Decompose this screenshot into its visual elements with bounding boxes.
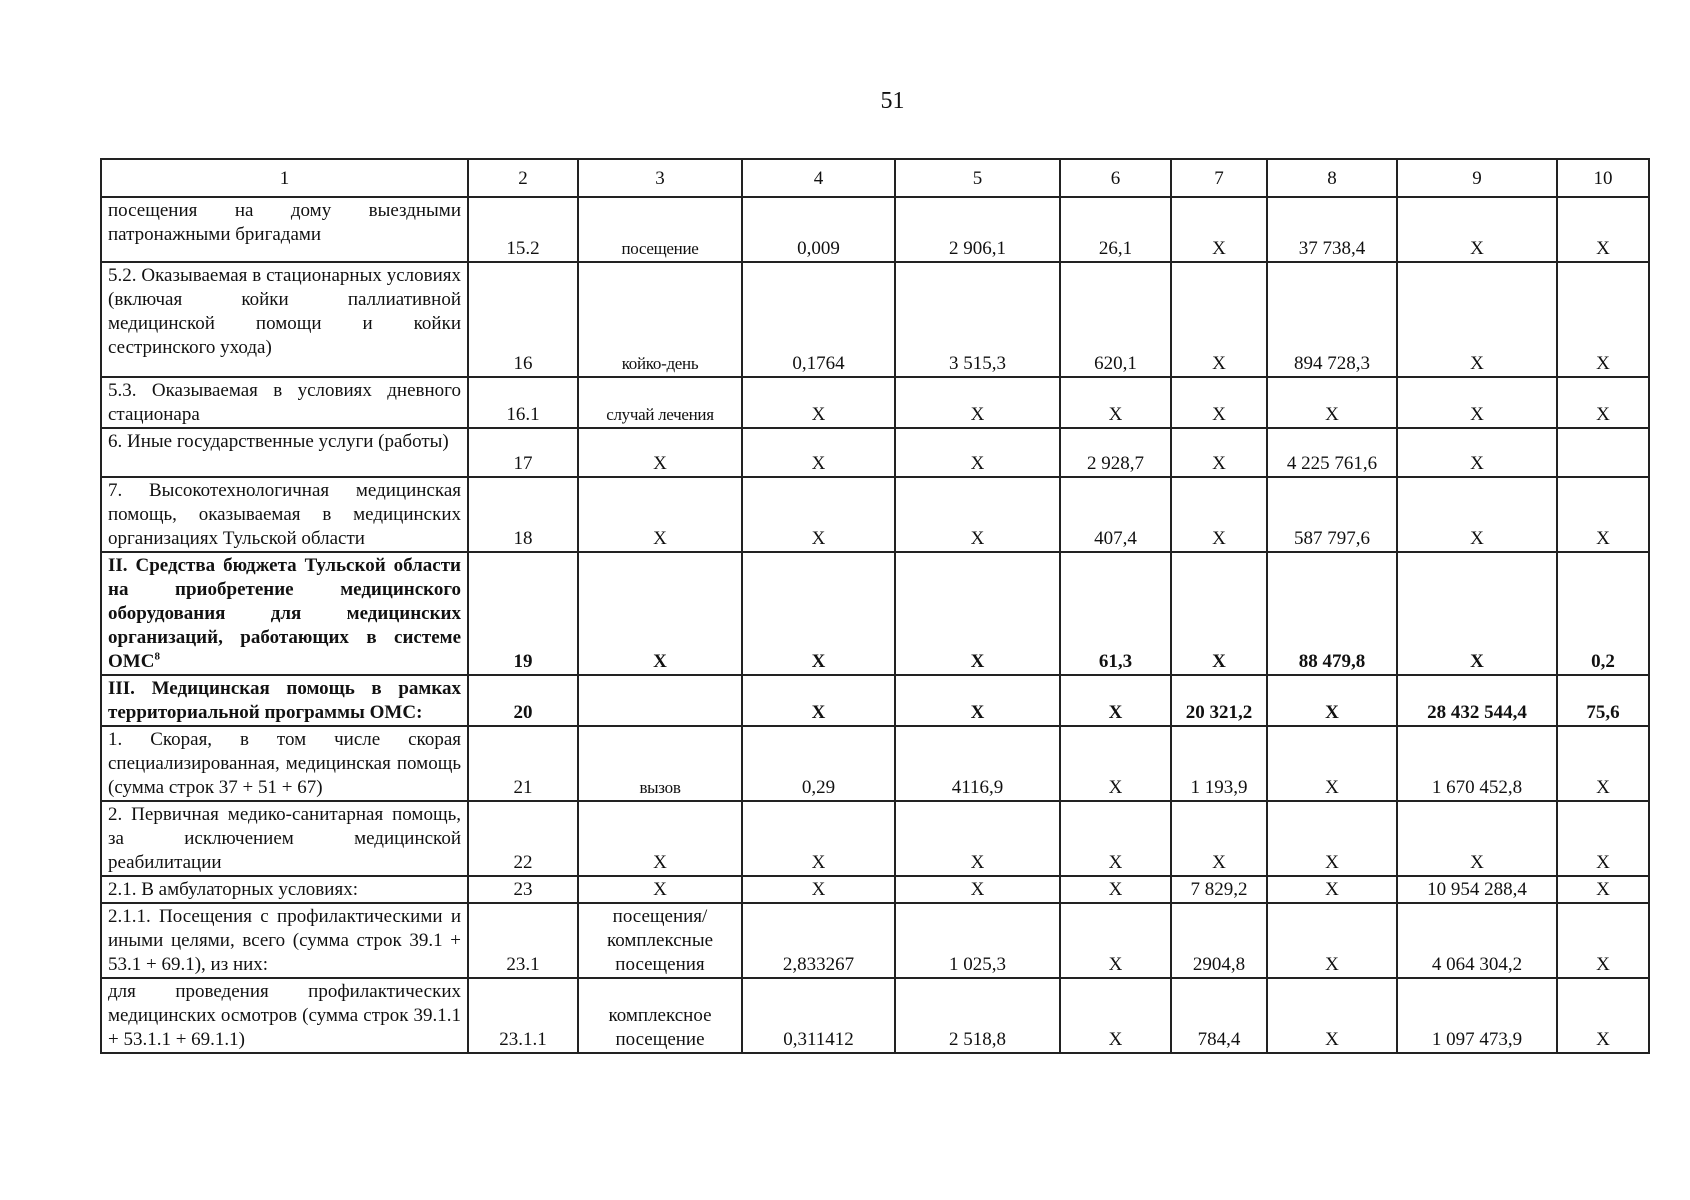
cell-col7: X <box>1171 801 1267 876</box>
header-cell: 9 <box>1397 159 1557 197</box>
cell-col10: X <box>1557 903 1649 978</box>
cell-col5: X <box>895 876 1060 903</box>
budget-table <box>100 158 1650 1054</box>
cell-col10: X <box>1557 197 1649 262</box>
table-row <box>101 675 1649 726</box>
cell-col10 <box>1557 428 1649 477</box>
cell-col5: 4116,9 <box>895 726 1060 801</box>
cell-col6: 61,3 <box>1060 552 1171 675</box>
cell-col10: 0,2 <box>1557 552 1649 675</box>
cell-col5: 3 515,3 <box>895 262 1060 377</box>
cell-col5: X <box>895 428 1060 477</box>
row-code: 23 <box>468 876 578 903</box>
table-row <box>101 903 1649 978</box>
row-code: 17 <box>468 428 578 477</box>
cell-col8: X <box>1267 978 1397 1053</box>
cell-col5: X <box>895 675 1060 726</box>
row-code: 21 <box>468 726 578 801</box>
table-row <box>101 726 1649 801</box>
cell-col7: X <box>1171 377 1267 428</box>
header-cell: 1 <box>101 159 468 197</box>
cell-col10: X <box>1557 726 1649 801</box>
cell-col6: 26,1 <box>1060 197 1171 262</box>
cell-col10: 75,6 <box>1557 675 1649 726</box>
table-row <box>101 978 1649 1053</box>
cell-col10: X <box>1557 876 1649 903</box>
row-label: III. Медицинская помощь в рамках территориальной программы ОМС: <box>101 675 468 726</box>
row-unit <box>578 675 742 726</box>
row-code: 16 <box>468 262 578 377</box>
cell-col6: X <box>1060 675 1171 726</box>
header-cell: 8 <box>1267 159 1397 197</box>
row-unit: комплексное посещение <box>578 978 742 1053</box>
cell-col6: 2 928,7 <box>1060 428 1171 477</box>
table-row <box>101 552 1649 675</box>
cell-col8: X <box>1267 801 1397 876</box>
cell-col5: X <box>895 552 1060 675</box>
cell-col9: X <box>1397 262 1557 377</box>
row-unit: X <box>578 428 742 477</box>
cell-col7: 7 829,2 <box>1171 876 1267 903</box>
cell-col9: 10 954 288,4 <box>1397 876 1557 903</box>
cell-col6: X <box>1060 726 1171 801</box>
row-unit: койко-день <box>578 262 742 377</box>
cell-col6: 407,4 <box>1060 477 1171 552</box>
row-unit: X <box>578 876 742 903</box>
cell-col7: 1 193,9 <box>1171 726 1267 801</box>
cell-col9: 1 097 473,9 <box>1397 978 1557 1053</box>
cell-col8: X <box>1267 377 1397 428</box>
row-unit: посещения/ комплексные посещения <box>578 903 742 978</box>
table-row <box>101 801 1649 876</box>
cell-col6: X <box>1060 876 1171 903</box>
row-code: 23.1.1 <box>468 978 578 1053</box>
page-number: 51 <box>880 88 905 114</box>
cell-col4: 2,833267 <box>742 903 895 978</box>
row-code: 18 <box>468 477 578 552</box>
cell-col7: X <box>1171 197 1267 262</box>
cell-col8: 4 225 761,6 <box>1267 428 1397 477</box>
cell-col4: X <box>742 477 895 552</box>
header-cell: 10 <box>1557 159 1649 197</box>
cell-col7: 2904,8 <box>1171 903 1267 978</box>
row-label: 1. Скорая, в том числе скорая специализированная, медицинская помощь (сумма строк 37 + 51 + 67) <box>101 726 468 801</box>
row-unit: посещение <box>578 197 742 262</box>
row-code: 22 <box>468 801 578 876</box>
cell-col5: 2 906,1 <box>895 197 1060 262</box>
cell-col8: X <box>1267 726 1397 801</box>
cell-col5: X <box>895 377 1060 428</box>
table-row <box>101 377 1649 428</box>
cell-col8: X <box>1267 903 1397 978</box>
cell-col8: X <box>1267 675 1397 726</box>
row-label: 5.2. Оказываемая в стационарных условиях (включая койки паллиативной медицинской помощи и койки сестринского ухода) <box>101 262 468 377</box>
row-code: 16.1 <box>468 377 578 428</box>
cell-col4: X <box>742 876 895 903</box>
row-label: 2. Первичная медико-санитарная помощь, за исключением медицинской реабилитации <box>101 801 468 876</box>
cell-col8: 587 797,6 <box>1267 477 1397 552</box>
cell-col4: 0,29 <box>742 726 895 801</box>
row-code: 19 <box>468 552 578 675</box>
row-label: 2.1. В амбулаторных условиях: <box>101 876 468 903</box>
header-cell: 4 <box>742 159 895 197</box>
table-row <box>101 197 1649 262</box>
cell-col8: 894 728,3 <box>1267 262 1397 377</box>
header-row <box>101 159 1649 197</box>
cell-col9: X <box>1397 428 1557 477</box>
row-label: 5.3. Оказываемая в условиях дневного стационара <box>101 377 468 428</box>
row-unit: X <box>578 801 742 876</box>
cell-col4: X <box>742 801 895 876</box>
row-label: 7. Высокотехнологичная медицинская помощь, оказываемая в медицинских организациях Тульской области <box>101 477 468 552</box>
cell-col9: 28 432 544,4 <box>1397 675 1557 726</box>
header-cell: 6 <box>1060 159 1171 197</box>
cell-col9: X <box>1397 552 1557 675</box>
header-cell: 2 <box>468 159 578 197</box>
footnote-mark: 8 <box>154 650 160 663</box>
cell-col6: X <box>1060 377 1171 428</box>
cell-col9: X <box>1397 377 1557 428</box>
cell-col8: 37 738,4 <box>1267 197 1397 262</box>
cell-col4: 0,009 <box>742 197 895 262</box>
row-code: 23.1 <box>468 903 578 978</box>
header-cell: 5 <box>895 159 1060 197</box>
row-label: 6. Иные государственные услуги (работы) <box>101 428 468 477</box>
cell-col10: X <box>1557 477 1649 552</box>
cell-col8: 88 479,8 <box>1267 552 1397 675</box>
cell-col7: 20 321,2 <box>1171 675 1267 726</box>
cell-col7: 784,4 <box>1171 978 1267 1053</box>
row-label <box>101 552 468 675</box>
cell-col4: 0,1764 <box>742 262 895 377</box>
cell-col5: X <box>895 477 1060 552</box>
row-unit: X <box>578 552 742 675</box>
row-label-text: II. Средства бюджета Тульской области на приобретение медицинского оборудования для медицинских организаций, работающих в системе ОМС <box>108 555 461 672</box>
cell-col4: X <box>742 675 895 726</box>
table-row <box>101 876 1649 903</box>
cell-col7: X <box>1171 262 1267 377</box>
cell-col9: X <box>1397 197 1557 262</box>
cell-col6: X <box>1060 978 1171 1053</box>
row-label: 2.1.1. Посещения с профилактическими и иными целями, всего (сумма строк 39.1 + 53.1 + 69.1), из них: <box>101 903 468 978</box>
cell-col5: 1 025,3 <box>895 903 1060 978</box>
cell-col10: X <box>1557 978 1649 1053</box>
row-label: для проведения профилактических медицинских осмотров (сумма строк 39.1.1 + 53.1.1 + 69.1.1) <box>101 978 468 1053</box>
table-row <box>101 262 1649 377</box>
cell-col9: X <box>1397 801 1557 876</box>
cell-col9: X <box>1397 477 1557 552</box>
row-label: посещения на дому выездными патронажными бригадами <box>101 197 468 262</box>
header-cell: 3 <box>578 159 742 197</box>
cell-col5: X <box>895 801 1060 876</box>
table-row <box>101 428 1649 477</box>
cell-col6: X <box>1060 903 1171 978</box>
row-code: 15.2 <box>468 197 578 262</box>
cell-col9: 4 064 304,2 <box>1397 903 1557 978</box>
cell-col6: 620,1 <box>1060 262 1171 377</box>
cell-col4: 0,311412 <box>742 978 895 1053</box>
row-code: 20 <box>468 675 578 726</box>
row-unit: вызов <box>578 726 742 801</box>
cell-col4: X <box>742 552 895 675</box>
cell-col8: X <box>1267 876 1397 903</box>
cell-col10: X <box>1557 801 1649 876</box>
cell-col4: X <box>742 428 895 477</box>
cell-col10: X <box>1557 262 1649 377</box>
cell-col9: 1 670 452,8 <box>1397 726 1557 801</box>
cell-col5: 2 518,8 <box>895 978 1060 1053</box>
cell-col7: X <box>1171 477 1267 552</box>
cell-col10: X <box>1557 377 1649 428</box>
row-unit: X <box>578 477 742 552</box>
cell-col4: X <box>742 377 895 428</box>
cell-col7: X <box>1171 428 1267 477</box>
table-row <box>101 477 1649 552</box>
cell-col6: X <box>1060 801 1171 876</box>
header-cell: 7 <box>1171 159 1267 197</box>
row-unit: случай лечения <box>578 377 742 428</box>
cell-col7: X <box>1171 552 1267 675</box>
